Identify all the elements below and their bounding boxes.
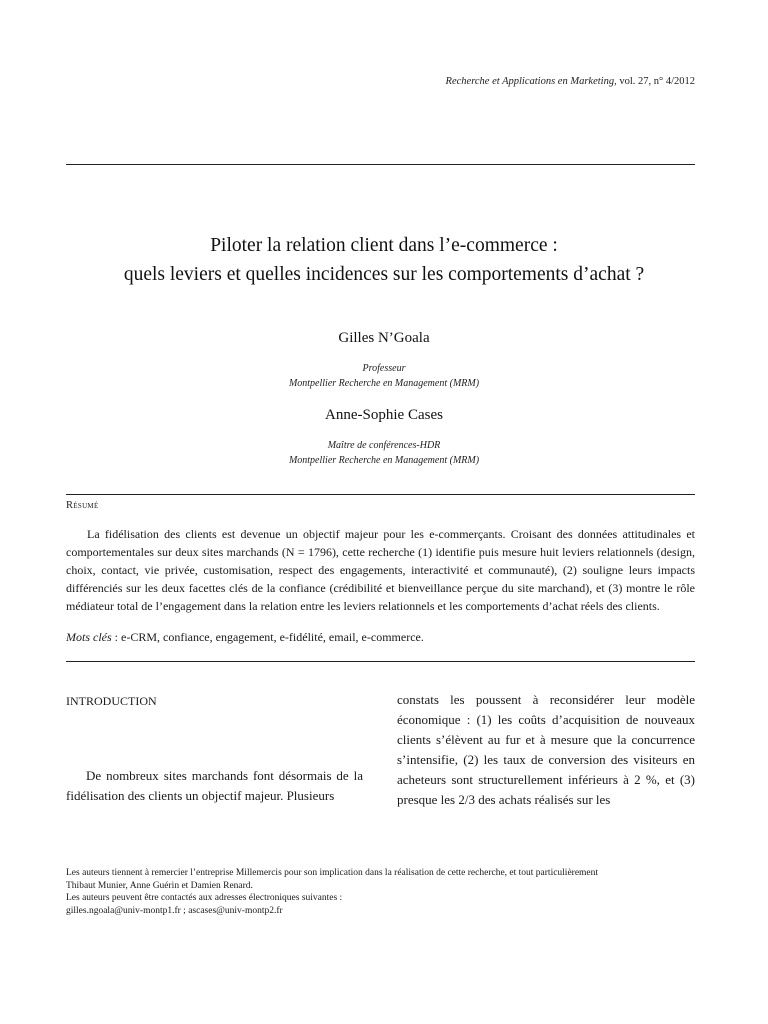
top-divider xyxy=(66,164,695,165)
author-affiliation-1 xyxy=(0,361,768,391)
journal-issue: vol. 27, n° 4/2012 xyxy=(616,76,695,87)
abstract-heading: Résumé xyxy=(66,500,99,511)
footnote-line-1: Les auteurs tiennent à remercier l’entreprise Millemercis pour son implication dans la réalisation de cette recherche, et tout particulièrement xyxy=(66,868,599,878)
journal-name: Recherche et Applications en Marketing, xyxy=(445,76,617,87)
keywords-label: Mots clés xyxy=(66,630,112,644)
author-name-2: Anne-Sophie Cases xyxy=(325,407,443,423)
keywords-list: : e-CRM, confiance, engagement, e-fidélité, email, e-commerce. xyxy=(111,630,424,644)
body-right-column: constats les poussent à reconsidérer leur modèle économique : (1) les coûts d’acquisition de nouveaux clients s’élèvent au fur et à mesure que la concurrence s’intensifie, (2) les taux de conversion des visiteurs en acheteurs sont structurellement inférieurs à 2 %, et (3) presque les 2/3 des achats réalisés sur les xyxy=(397,692,695,807)
author-institution-2: Montpellier Recherche en Management (MRM) xyxy=(288,455,480,466)
section-heading-introduction: INTRODUCTION xyxy=(66,694,157,708)
keywords xyxy=(66,628,695,646)
author-role-2: Maître de conférences-HDR xyxy=(327,440,441,451)
abstract-top-divider xyxy=(66,494,695,495)
footnote xyxy=(66,867,695,917)
author-name-1: Gilles N’Goala xyxy=(338,330,430,346)
article-title xyxy=(0,231,768,289)
abstract-bottom-divider xyxy=(66,661,695,662)
body-left-column: De nombreux sites marchands font désormais de la fidélisation des clients un objectif majeur. Plusieurs xyxy=(66,768,363,803)
footnote-line-3: Les auteurs peuvent être contactés aux adresses électroniques suivantes : xyxy=(66,893,343,903)
title-line-1: Piloter la relation client dans l’e-commerce : xyxy=(210,235,558,256)
author-affiliation-2 xyxy=(0,438,768,468)
footnote-line-4: gilles.ngoala@univ-montp1.fr ; ascases@univ-montp2.fr xyxy=(66,905,283,916)
author-role-1: Professeur xyxy=(362,363,406,374)
footnote-line-2: Thibaut Munier, Anne Guérin et Damien Renard. xyxy=(66,880,253,891)
journal-citation xyxy=(446,76,695,87)
title-line-2: quels leviers et quelles incidences sur les comportements d’achat ? xyxy=(123,264,645,285)
abstract-text: La fidélisation des clients est devenue un objectif majeur pour les e-commerçants. Croisant des données attitudinales et comportementales sur deux sites marchands (N = 1796), cette recherche (1) identifie puis mesure huit leviers relationnels (design, choix, contact, vie privée, customisation, respect des engagements, interactivité et communauté), (2) souligne leurs impacts différenciés sur les deux facettes clés de la confiance (crédibilité et bienveillance perçue du site marchand), et (3) montre le rôle médiateur total de l’engagement dans la relation entre les leviers relationnels et les comportements d’achat réels des clients. xyxy=(66,527,695,613)
author-institution-1: Montpellier Recherche en Management (MRM) xyxy=(288,378,480,389)
